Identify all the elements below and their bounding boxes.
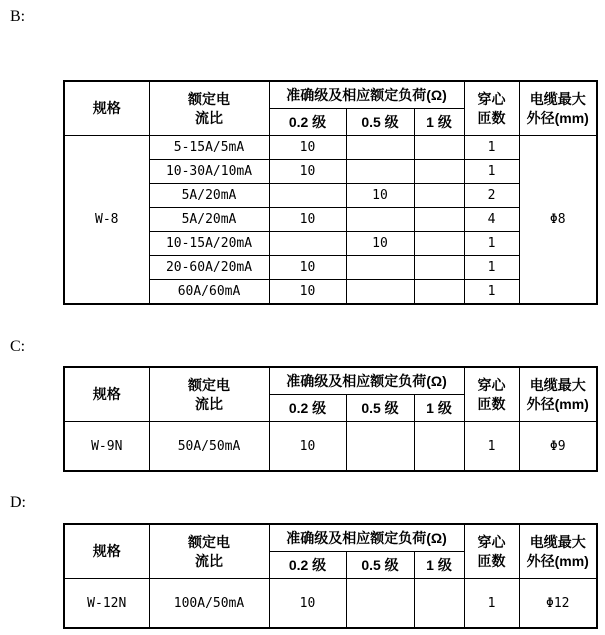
header-ratio-cell [149, 524, 269, 579]
header-cable-line2: 外径(mm) [526, 109, 589, 126]
header-spec-cell: 规格 [64, 81, 149, 136]
class05-cell [346, 280, 414, 305]
class05-cell [346, 136, 414, 160]
header-ratio-line1: 额定电 [188, 376, 230, 393]
class02-cell: 10 [269, 280, 346, 305]
header-class-05-cell: 0.5 级 [346, 395, 414, 422]
turns-cell: 1 [464, 422, 519, 472]
class02-cell: 10 [269, 579, 346, 629]
header-cable-cell [519, 524, 597, 579]
turns-cell: 1 [464, 579, 519, 629]
turns-cell: 4 [464, 208, 519, 232]
cable-value-cell: Φ9 [519, 422, 597, 472]
header-turns-line2: 匝数 [477, 552, 506, 569]
class02-cell: 10 [269, 256, 346, 280]
class1-cell [414, 184, 464, 208]
turns-cell: 1 [464, 256, 519, 280]
turns-cell: 2 [464, 184, 519, 208]
class1-cell [414, 256, 464, 280]
class05-cell: 10 [346, 232, 414, 256]
class02-cell: 10 [269, 422, 346, 472]
section-label-d: D: [10, 494, 26, 511]
class02-cell: 10 [269, 208, 346, 232]
header-turns-cell [464, 81, 519, 136]
header-class-1-cell: 1 级 [414, 109, 464, 136]
class05-cell [346, 160, 414, 184]
header-ratio-line1: 额定电 [188, 533, 230, 550]
spec-value-cell: W-9N [64, 422, 149, 472]
header-cable-line2: 外径(mm) [526, 395, 589, 412]
header-turns-line2: 匝数 [477, 395, 506, 412]
ratio-cell: 10-30A/10mA [149, 160, 269, 184]
header-turns-line1: 穿心 [477, 90, 506, 107]
class1-cell [414, 208, 464, 232]
turns-cell: 1 [464, 136, 519, 160]
class1-cell [414, 579, 464, 629]
header-class-02-cell: 0.2 级 [269, 109, 346, 136]
ratio-cell: 60A/60mA [149, 280, 269, 305]
header-accuracy-cell: 准确级及相应额定负荷(Ω) [269, 367, 464, 395]
class02-cell: 10 [269, 160, 346, 184]
header-class-05-cell: 0.5 级 [346, 109, 414, 136]
ratio-cell: 100A/50mA [149, 579, 269, 629]
header-class-1-cell: 1 级 [414, 552, 464, 579]
section-label-c: C: [10, 338, 26, 355]
class1-cell [414, 280, 464, 305]
header-class-02-cell: 0.2 级 [269, 552, 346, 579]
spec-table-d [63, 523, 598, 629]
ratio-cell: 5A/20mA [149, 208, 269, 232]
class02-cell [269, 184, 346, 208]
class05-cell: 10 [346, 184, 414, 208]
spec-table-c [63, 366, 598, 472]
class1-cell [414, 422, 464, 472]
header-ratio-line2: 流比 [195, 552, 223, 569]
cable-value-cell: Φ8 [519, 136, 597, 305]
turns-cell: 1 [464, 160, 519, 184]
class05-cell [346, 208, 414, 232]
section-label-b: B: [10, 8, 26, 25]
table-row [64, 422, 597, 472]
class02-cell [269, 232, 346, 256]
table-row [64, 579, 597, 629]
ratio-cell: 50A/50mA [149, 422, 269, 472]
header-class-05-cell: 0.5 级 [346, 552, 414, 579]
header-ratio-line2: 流比 [195, 395, 223, 412]
ratio-cell: 5A/20mA [149, 184, 269, 208]
header-turns-cell [464, 524, 519, 579]
class1-cell [414, 232, 464, 256]
header-cable-cell [519, 367, 597, 422]
header-cable-line1: 电缆最大 [529, 90, 586, 107]
header-class-1-cell: 1 级 [414, 395, 464, 422]
ratio-cell: 5-15A/5mA [149, 136, 269, 160]
header-turns-cell [464, 367, 519, 422]
spec-value-cell: W-8 [64, 136, 149, 305]
header-spec-cell: 规格 [64, 524, 149, 579]
header-ratio-cell [149, 367, 269, 422]
ratio-cell: 20-60A/20mA [149, 256, 269, 280]
turns-cell: 1 [464, 280, 519, 305]
header-ratio-line1: 额定电 [188, 90, 230, 107]
header-accuracy-cell: 准确级及相应额定负荷(Ω) [269, 81, 464, 109]
spec-table-b [63, 80, 598, 305]
class02-cell: 10 [269, 136, 346, 160]
table-row [64, 136, 597, 160]
header-turns-line2: 匝数 [477, 109, 506, 126]
header-turns-line1: 穿心 [477, 533, 506, 550]
header-ratio-line2: 流比 [195, 109, 223, 126]
header-cable-cell [519, 81, 597, 136]
header-spec-cell: 规格 [64, 367, 149, 422]
header-cable-line1: 电缆最大 [529, 376, 586, 393]
class1-cell [414, 136, 464, 160]
class05-cell [346, 256, 414, 280]
ratio-cell: 10-15A/20mA [149, 232, 269, 256]
cable-value-cell: Φ12 [519, 579, 597, 629]
class05-cell [346, 579, 414, 629]
header-accuracy-cell: 准确级及相应额定负荷(Ω) [269, 524, 464, 552]
class1-cell [414, 160, 464, 184]
header-ratio-cell [149, 81, 269, 136]
spec-value-cell: W-12N [64, 579, 149, 629]
header-cable-line2: 外径(mm) [526, 552, 589, 569]
header-cable-line1: 电缆最大 [529, 533, 586, 550]
header-class-02-cell: 0.2 级 [269, 395, 346, 422]
class05-cell [346, 422, 414, 472]
turns-cell: 1 [464, 232, 519, 256]
header-turns-line1: 穿心 [477, 376, 506, 393]
